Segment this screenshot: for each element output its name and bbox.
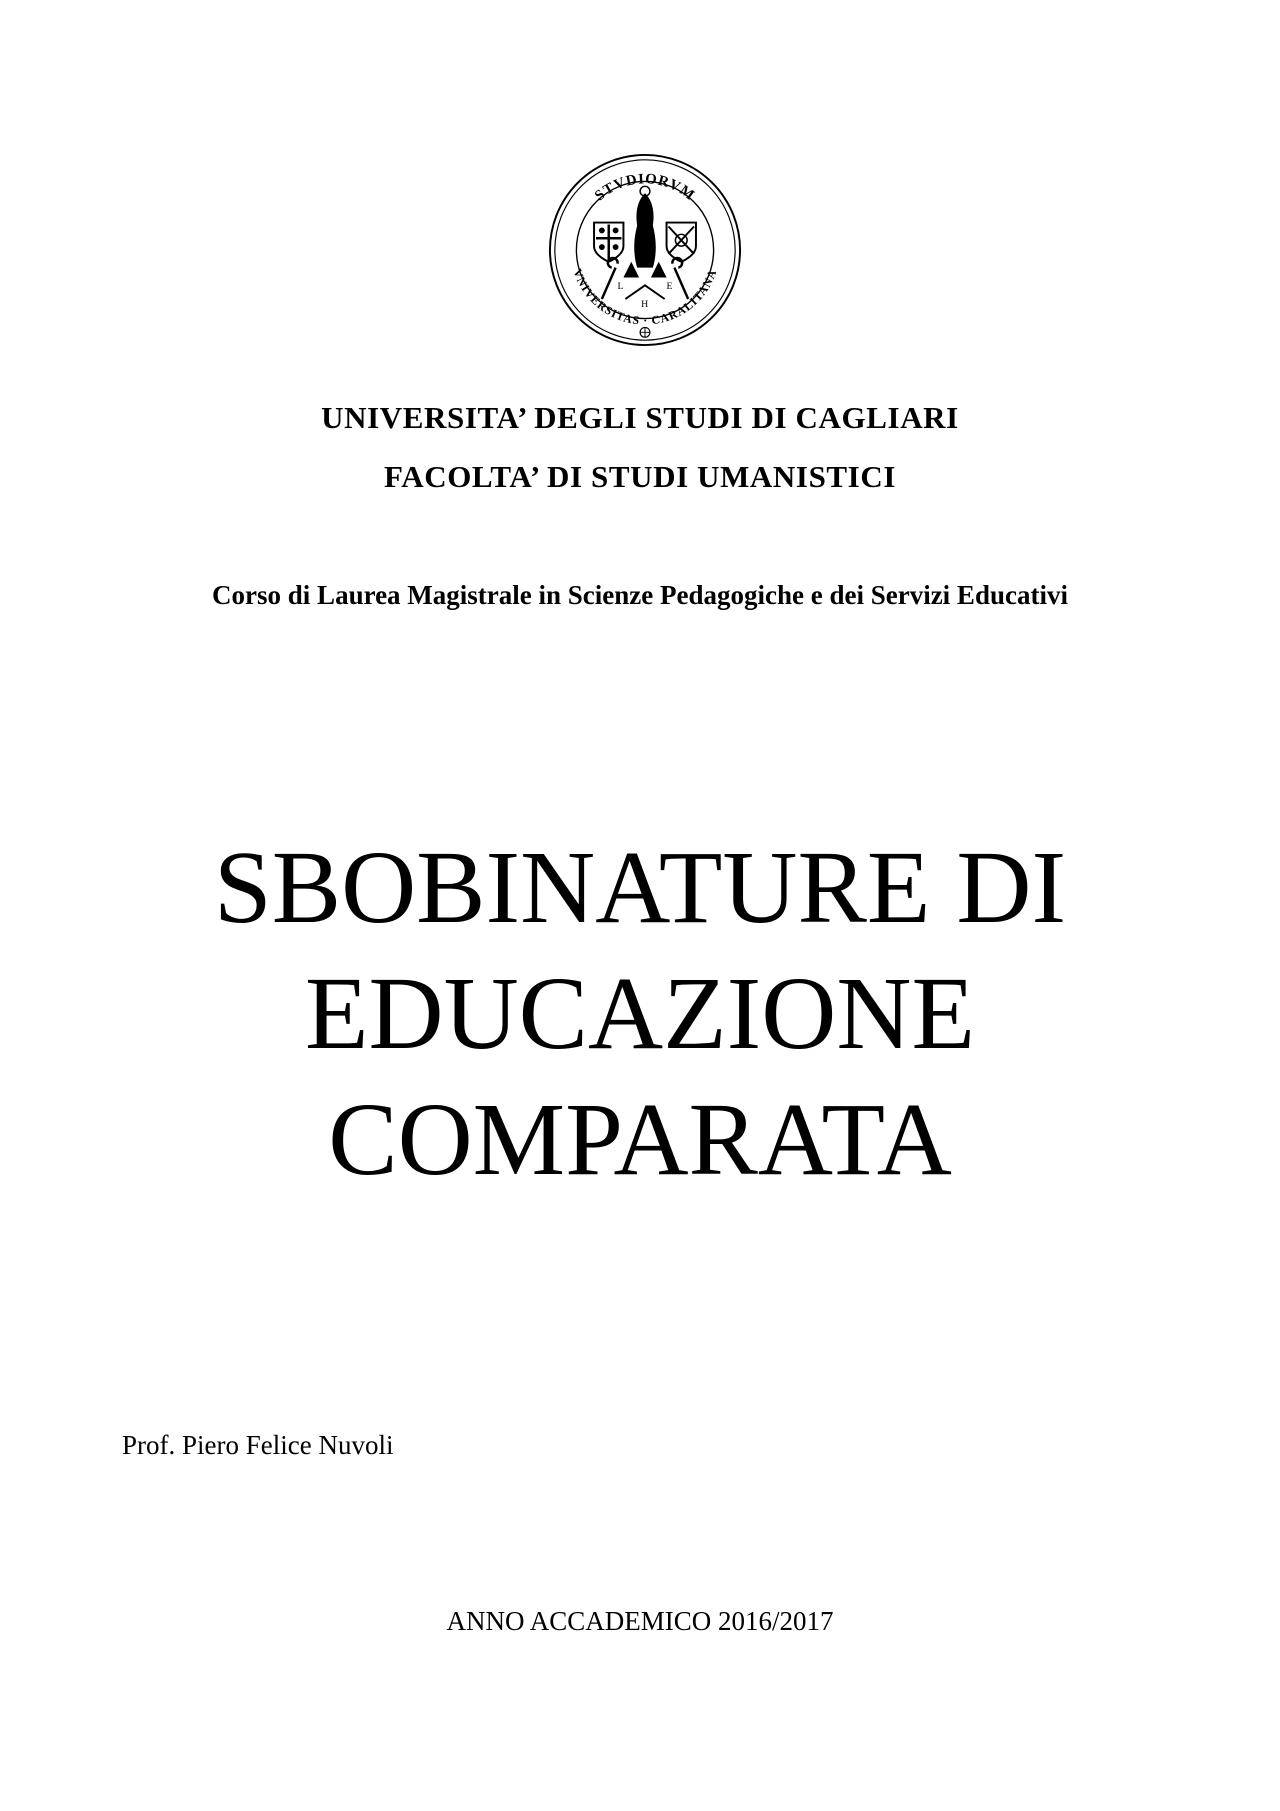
- academic-year: ANNO ACCADEMICO 2016/2017: [446, 1606, 834, 1636]
- seal-letter-l: L: [617, 281, 624, 293]
- seal-letter-h: H: [641, 298, 649, 310]
- university-name: UNIVERSITA’ DEGLI STUDI DI CAGLIARI: [321, 400, 959, 435]
- svg-text:VNIVERSITAS · CARALITANA: [570, 267, 719, 327]
- document-title: [0, 825, 1280, 1203]
- seal-letter-e: E: [666, 281, 673, 293]
- professor-name: Prof. Piero Felice Nuvoli: [122, 1430, 394, 1460]
- seal-motto-top: STVDIORVM: [591, 171, 698, 205]
- title-line-2: EDUCAZIONE: [304, 956, 976, 1071]
- title-line-3: COMPARATA: [328, 1082, 952, 1197]
- university-seal-icon: [547, 152, 743, 348]
- seal-motto-bottom: VNIVERSITAS · CARALITANA: [570, 267, 720, 328]
- title-line-1: SBOBINATURE DI: [213, 830, 1067, 945]
- faculty-name: FACOLTA’ DI STUDI UMANISTICI: [383, 459, 896, 494]
- course-name: Corso di Laurea Magistrale in Scienze Pedagogiche e dei Servizi Educativi: [212, 580, 1068, 610]
